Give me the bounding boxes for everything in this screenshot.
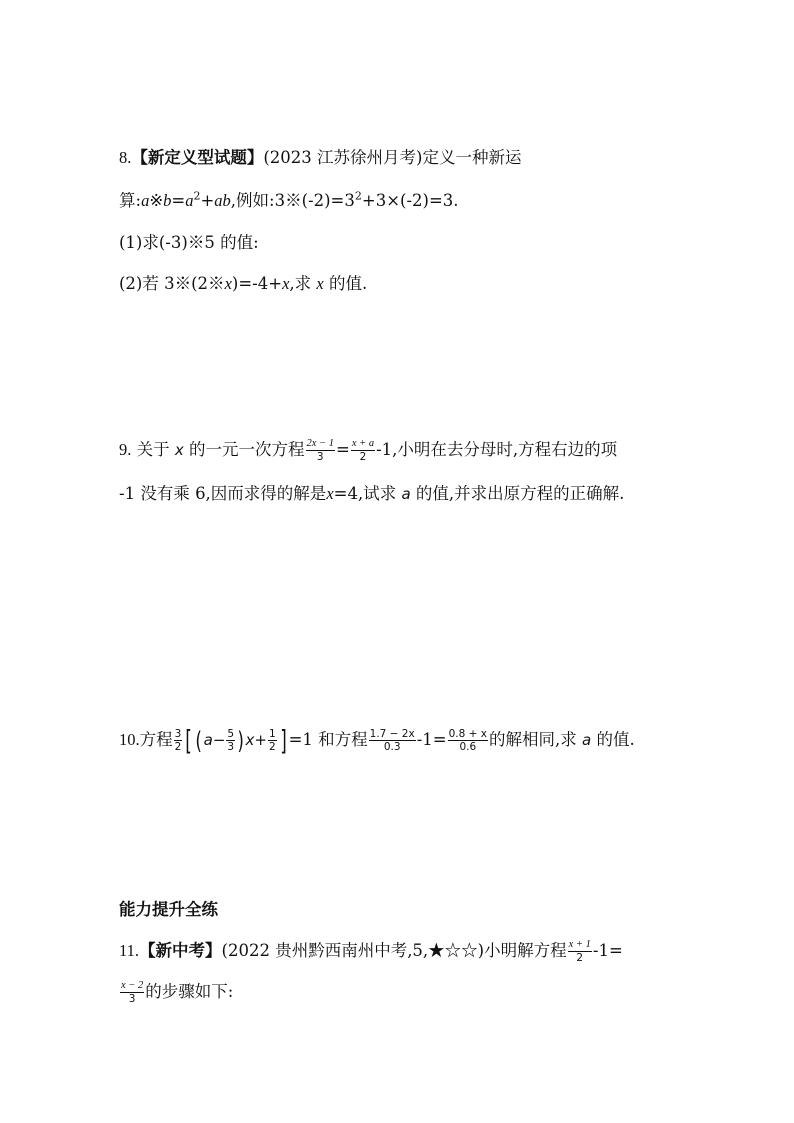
right-paren: ): [237, 726, 245, 755]
q8-part-1: [119, 231, 259, 255]
q10-number: 10.: [119, 730, 140, 749]
fraction-denominator: 2: [359, 451, 367, 463]
q11-text: 的步骤如下:: [145, 982, 234, 1001]
fraction-numerator: 5: [227, 728, 235, 740]
q10-text: 方程: [139, 730, 173, 749]
fraction-denominator: 3: [128, 993, 136, 1005]
q11-text: 小明解方程: [484, 941, 567, 960]
fraction-numerator: 2x − 1: [306, 438, 335, 449]
equals: =: [171, 191, 186, 210]
fraction-numerator: 1.7 − 2x: [369, 728, 415, 740]
fraction: [306, 438, 336, 463]
fraction: [448, 728, 488, 753]
section-title-text: 能力提升全练: [119, 900, 218, 919]
fraction: [226, 728, 235, 753]
q11-tag: 【新中考】: [139, 941, 222, 960]
exponent: 2: [354, 189, 362, 203]
q9-text: 的一元一次方程: [189, 440, 305, 459]
var-x: x: [174, 441, 184, 459]
var-x: x: [282, 274, 290, 293]
q10-text: =1 和方程: [288, 730, 368, 749]
var-a: a: [582, 731, 592, 749]
fraction-denominator: 2: [174, 741, 182, 753]
fraction: [568, 939, 592, 964]
var-a: a: [185, 191, 194, 210]
fraction-numerator: x − 2: [121, 980, 144, 991]
minus: −: [212, 731, 226, 749]
fraction-denominator: 0.3: [383, 741, 401, 753]
q8-part-2-text: ,求: [289, 274, 312, 293]
q9-number: 9.: [119, 440, 132, 459]
section-title: [119, 898, 218, 922]
q8-part-2: [119, 272, 367, 296]
exponent: 2: [193, 189, 201, 203]
fraction-numerator: x + 1: [568, 939, 591, 950]
q11-text: -1=: [592, 941, 623, 960]
q8-part-2-text: )=-4+: [231, 274, 283, 293]
q8-line-2: [119, 189, 459, 213]
right-bracket: ]: [279, 723, 287, 757]
q8-example: ,例如:3※(-2)=3: [230, 191, 355, 210]
q9-line-2: [119, 482, 624, 506]
var-x: x: [316, 274, 324, 293]
fraction-numerator: 0.8 + x: [448, 728, 488, 740]
q8-line-1: [119, 146, 522, 170]
q9-text: -1 没有乘 6,因而求得的解是: [119, 484, 327, 503]
var-a: a: [203, 731, 213, 749]
q9-line-1: [119, 438, 617, 463]
q8-part-2-text: (2)若 3※(2※: [119, 274, 225, 293]
var-ab: ab: [214, 191, 231, 210]
fraction-denominator: 3: [227, 741, 235, 753]
q8-text-2: 算:: [119, 191, 142, 210]
var-a: a: [401, 485, 411, 503]
plus: +: [254, 731, 267, 749]
fraction: [174, 728, 183, 753]
var-x: x: [326, 484, 334, 503]
fraction-denominator: 3: [316, 451, 324, 463]
op-symbol: ※: [149, 191, 164, 210]
q9-text: 关于: [136, 440, 170, 459]
fraction-denominator: 0.6: [459, 741, 477, 753]
fraction: [120, 980, 144, 1005]
plus: +: [200, 191, 215, 210]
q8-number: 8.: [119, 148, 132, 167]
var-x: x: [245, 731, 255, 749]
fraction: [268, 728, 277, 753]
q10-text: 的解相同,求: [489, 730, 577, 749]
q10-line-1: [119, 723, 635, 757]
q8-example-rest: +3×(-2)=3.: [361, 191, 459, 210]
fraction-numerator: x + a: [351, 438, 375, 449]
q8-text-1: 定义一种新运: [422, 148, 522, 167]
fraction-denominator: 2: [268, 741, 276, 753]
fraction: [351, 438, 375, 463]
q9-text: =4,试求: [333, 484, 397, 503]
q8-part-1-text: (1)求(-3)※5 的值:: [119, 233, 259, 252]
fraction: [369, 728, 416, 753]
left-paren: (: [195, 726, 203, 755]
fraction-numerator: 1: [268, 728, 276, 740]
q10-text: -1=: [416, 730, 447, 749]
fraction-denominator: 2: [576, 952, 584, 964]
q9-text: 的值,并求出原方程的正确解.: [415, 484, 625, 503]
q8-source: (2023 江苏徐州月考): [263, 148, 423, 167]
q11-line-1: [119, 939, 623, 964]
fraction-numerator: 3: [174, 728, 182, 740]
left-bracket: [: [185, 723, 193, 757]
q8-tag: 【新定义型试题】: [131, 148, 264, 167]
equals: =: [336, 440, 350, 459]
q8-part-2-text: 的值.: [328, 274, 368, 293]
var-a: a: [141, 191, 150, 210]
var-x: x: [224, 274, 232, 293]
q11-source: (2022 贵州黔西南州中考,5,★☆☆): [221, 941, 485, 960]
var-b: b: [163, 191, 172, 210]
q9-text: -1,小明在去分母时,方程右边的项: [376, 440, 618, 459]
q10-text: 的值.: [596, 730, 635, 749]
q11-number: 11.: [119, 941, 140, 960]
q11-line-2: [119, 980, 233, 1005]
